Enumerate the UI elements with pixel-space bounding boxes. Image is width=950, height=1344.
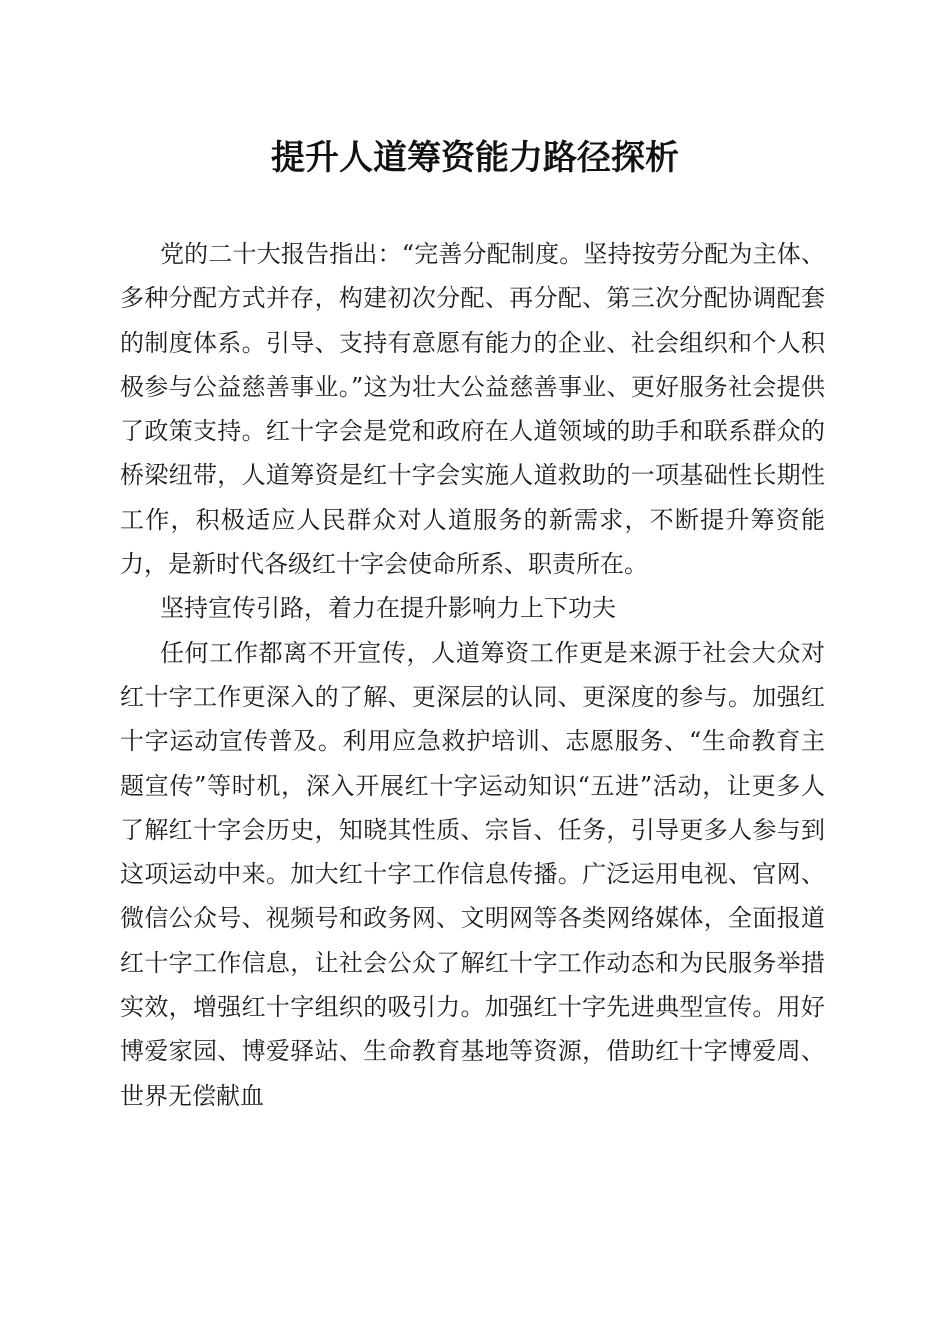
document-body xyxy=(120,232,825,1118)
intro-paragraph: 党的二十大报告指出：“完善分配制度。坚持按劳分配为主体、多种分配方式并存，构建初次分配、再分配、第三次分配协调配套的制度体系。引导、支持有意愿有能力的企业、社会组织和个人积极参与公益慈善事业。”这为壮大公益慈善事业、更好服务社会提供了政策支持。红十字会是党和政府在人道领域的助手和联系群众的桥梁纽带，人道筹资是红十字会实施人道救助的一项基础性长期性工作，积极适应人民群众对人道服务的新需求，不断提升筹资能力，是新时代各级红十字会使命所系、职责所在。 xyxy=(120,240,825,579)
document-title: 提升人道筹资能力路径探析 xyxy=(271,138,679,178)
section-paragraph: 任何工作都离不开宣传，人道筹资工作更是来源于社会大众对红十字工作更深入的了解、更深层的认同、更深度的参与。加强红十字运动宣传普及。利用应急救护培训、志愿服务、“生命教育主题宣传”等时机，深入开展红十字运动知识“五进”活动，让更多人了解红十字会历史，知晓其性质、宗旨、任务，引导更多人参与到这项运动中来。加大红十字工作信息传播。广泛运用电视、官网、微信公众号、视频号和政务网、文明网等各类网络媒体，全面报道红十字工作信息，让社会公众了解红十字工作动态和为民服务举措实效，增强红十字组织的吸引力。加强红十字先进典型宣传。用好博爱家园、博爱驿站、生命教育基地等资源，借助红十字博爱周、世界无偿献血 xyxy=(120,638,825,1110)
section-heading: 坚持宣传引路，着力在提升影响力上下功夫 xyxy=(160,594,616,623)
